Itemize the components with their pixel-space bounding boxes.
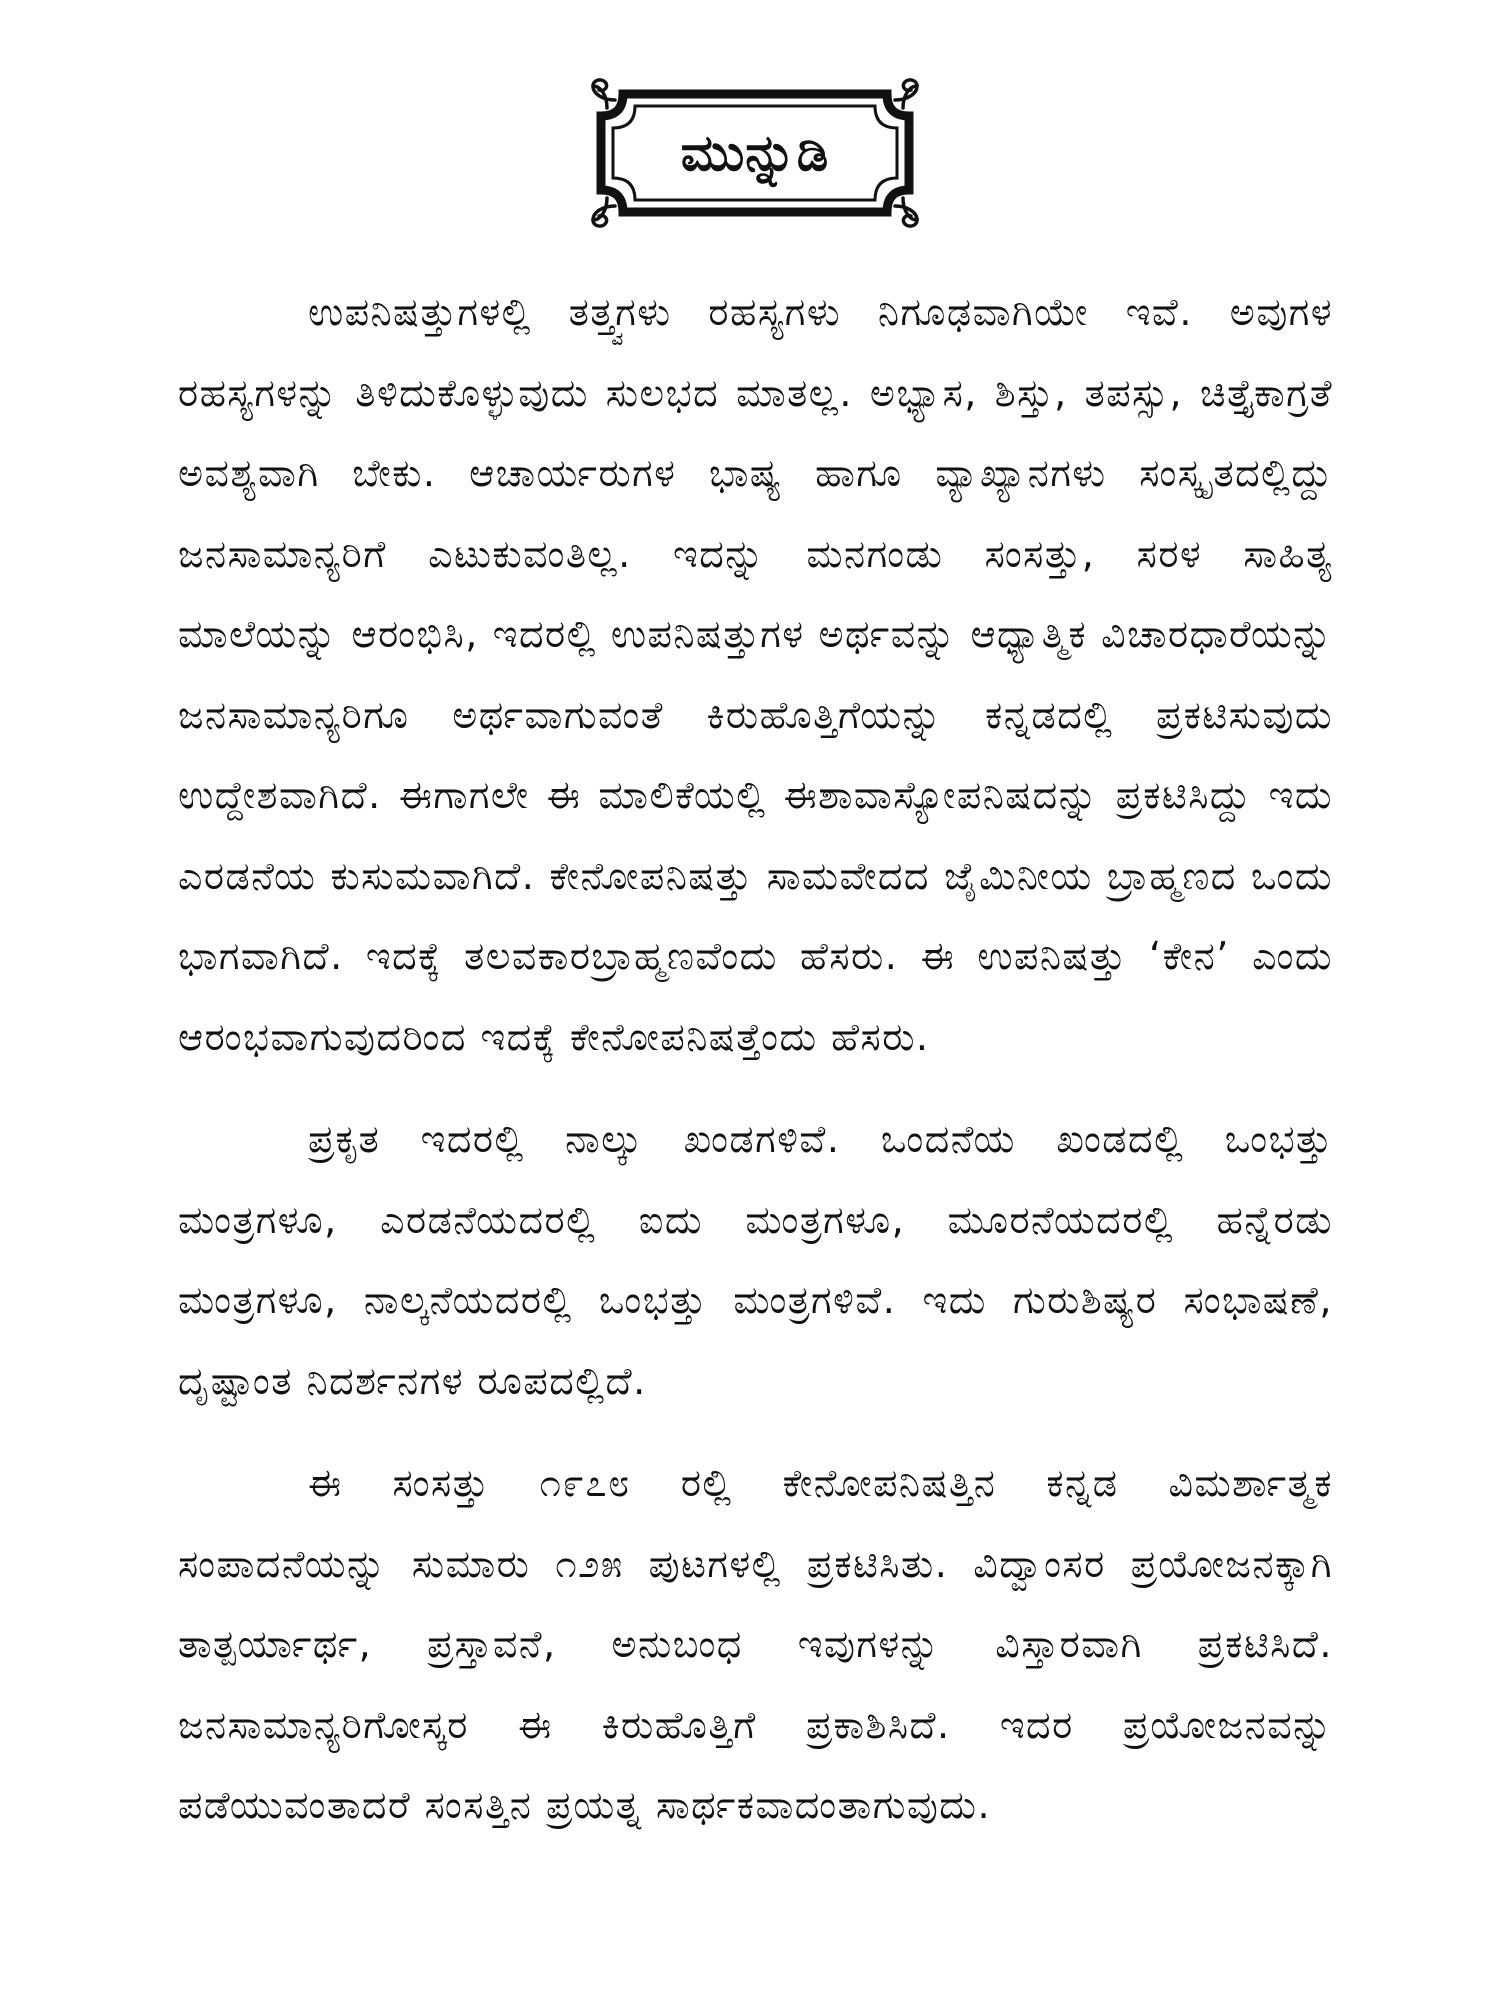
paragraph: ಈ ಸಂಸತ್ತು ೧೯೭೮ ರಲ್ಲಿ ಕೇನೋಪನಿಷತ್ತಿನ ಕನ್ನಡ ವಿಮರ್ಶಾತ್ಮಕ ಸಂಪಾದನೆಯನ್ನು ಸುಮಾರು ೧೨೫ ಪುಟಗಳಲ್ಲಿ ಪ್ರಕಟಿಸಿತು. ವಿದ್ವಾಂಸರ ಪ್ರಯೋಜನಕ್ಕಾಗಿ ತಾತ್ಪರ್ಯಾರ್ಥ, ಪ್ರಸ್ತಾವನೆ, ಅನುಬಂಧ ಇವುಗಳನ್ನು ವಿಸ್ತಾರವಾಗಿ ಪ್ರಕಟಿಸಿದೆ. ಜನಸಾಮಾನ್ಯರಿಗೋಸ್ಕರ ಈ ಕಿರುಹೊತ್ತಿಗೆ ಪ್ರಕಾಶಿಸಿದೆ. ಇದರ ಪ್ರಯೋಜನವನ್ನು ಪಡೆಯುವಂತಾದರೆ ಸಂಸತ್ತಿನ ಪ್ರಯತ್ನ ಸಾರ್ಥಕವಾದಂತಾಗುವುದು. [178,1461,1333,1827]
title-frame [585,78,925,228]
paragraph: ಪ್ರಕೃತ ಇದರಲ್ಲಿ ನಾಲ್ಕು ಖಂಡಗಳಿವೆ. ಒಂದನೆಯ ಖಂಡದಲ್ಲಿ ಒಂಭತ್ತು ಮಂತ್ರಗಳೂ, ಎರಡನೆಯದರಲ್ಲಿ ಐದು ಮಂತ್ರಗಳೂ, ಮೂರನೆಯದರಲ್ಲಿ ಹನ್ನೆರಡು ಮಂತ್ರಗಳೂ, ನಾಲ್ಕನೆಯದರಲ್ಲಿ ಒಂಭತ್ತು ಮಂತ್ರಗಳಿವೆ. ಇದು ಗುರುಶಿಷ್ಯರ ಸಂಭಾಷಣೆ, ದೃಷ್ಟಾಂತ ನಿದರ್ಶನಗಳ ರೂಪದಲ್ಲಿದೆ. [178,1117,1333,1403]
body-text [178,272,1333,1846]
page-title: ಮುನ್ನುಡಿ [680,123,830,182]
paragraph: ಉಪನಿಷತ್ತುಗಳಲ್ಲಿ ತತ್ತ್ವಗಳು ರಹಸ್ಯಗಳು ನಿಗೂಢವಾಗಿಯೇ ಇವೆ. ಅವುಗಳ ರಹಸ್ಯಗಳನ್ನು ತಿಳಿದುಕೊಳ್ಳುವುದು ಸುಲಭದ ಮಾತಲ್ಲ. ಅಭ್ಯಾಸ, ಶಿಸ್ತು, ತಪಸ್ಸು, ಚಿತ್ತೈಕಾಗ್ರತೆ ಅವಶ್ಯವಾಗಿ ಬೇಕು. ಆಚಾರ್ಯರುಗಳ ಭಾಷ್ಯ ಹಾಗೂ ವ್ಯಾಖ್ಯಾನಗಳು ಸಂಸ್ಕೃತದಲ್ಲಿದ್ದು ಜನಸಾಮಾನ್ಯರಿಗೆ ಎಟುಕುವಂತಿಲ್ಲ. ಇದನ್ನು ಮನಗಂಡು ಸಂಸತ್ತು, ಸರಳ ಸಾಹಿತ್ಯ ಮಾಲೆಯನ್ನು ಆರಂಭಿಸಿ, ಇದರಲ್ಲಿ ಉಪನಿಷತ್ತುಗಳ ಅರ್ಥವನ್ನು ಆಧ್ಯಾತ್ಮಿಕ ವಿಚಾರಧಾರೆಯನ್ನು ಜನಸಾಮಾನ್ಯರಿಗೂ ಅರ್ಥವಾಗುವಂತೆ ಕಿರುಹೊತ್ತಿಗೆಯನ್ನು ಕನ್ನಡದಲ್ಲಿ ಪ್ರಕಟಿಸುವುದು ಉದ್ದೇಶವಾಗಿದೆ. ಈಗಾಗಲೇ ಈ ಮಾಲಿಕೆಯಲ್ಲಿ ಈಶಾವಾಸ್ಯೋಪನಿಷದನ್ನು ಪ್ರಕಟಿಸಿದ್ದು ಇದು ಎರಡನೆಯ ಕುಸುಮವಾಗಿದೆ. ಕೇನೋಪನಿಷತ್ತು ಸಾಮವೇದದ ಜೈಮಿನೀಯ ಬ್ರಾಹ್ಮಣದ ಒಂದು ಭಾಗವಾಗಿದೆ. ಇದಕ್ಕೆ ತಲವಕಾರಬ್ರಾಹ್ಮಣವೆಂದು ಹೆಸರು. ಈ ಉಪನಿಷತ್ತು ‘ಕೇನ’ ಎಂದು ಆರಂಭವಾಗುವುದರಿಂದ ಇದಕ್ಕೆ ಕೇನೋಪನಿಷತ್ತೆಂದು ಹೆಸರು. [178,290,1333,1059]
